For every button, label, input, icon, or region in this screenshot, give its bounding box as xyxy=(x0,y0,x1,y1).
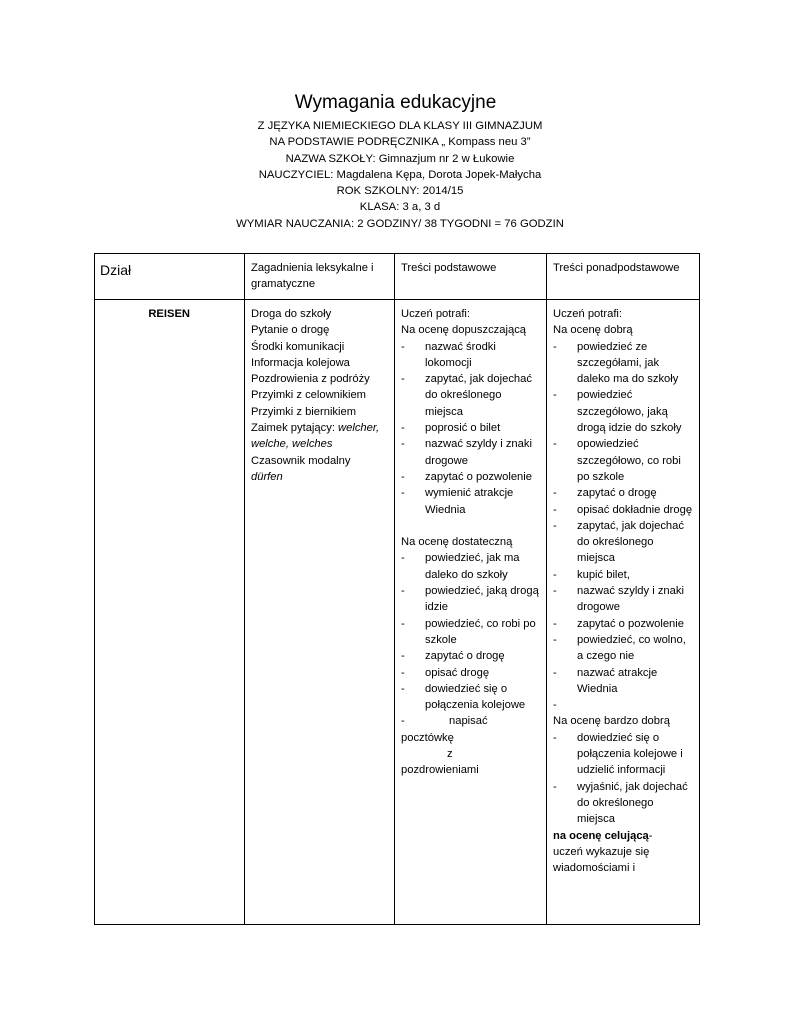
list-item-text: zapytać, jak dojechać do określonego miejsca xyxy=(425,373,532,418)
list-item xyxy=(553,485,693,501)
ponadpodstawowe-content xyxy=(547,300,699,876)
list-item-text: nazwać atrakcje Wiednia xyxy=(577,666,658,695)
table-header-row xyxy=(95,254,700,300)
list-dash: - xyxy=(401,340,405,353)
list-item: dürfen xyxy=(251,470,283,483)
list-dash: - xyxy=(401,617,405,630)
list-item-text: z xyxy=(447,748,453,761)
list-item-text: nazwać szyldy i znaki drogowe xyxy=(577,585,684,614)
list-item: Informacja kolejowa xyxy=(251,356,350,369)
list-dash: - xyxy=(401,585,405,598)
spacer xyxy=(401,518,540,534)
list-item xyxy=(401,436,540,469)
grade-heading-suffix: - xyxy=(648,829,653,842)
list-dash: - xyxy=(553,617,557,630)
list-item-postcard xyxy=(401,713,540,729)
zaimek-forms: welcher, welche, welches xyxy=(251,422,380,451)
list-dash: - xyxy=(401,715,405,728)
header-ponadpodstawowe: Treści ponadpodstawowe xyxy=(553,262,680,274)
cell-ponadpodstawowe xyxy=(547,300,700,925)
list-item xyxy=(401,648,540,664)
header-cell-zagadnienia xyxy=(245,254,395,300)
list-item xyxy=(553,779,693,828)
header-line-school: NAZWA SZKOŁY: Gimnazjum nr 2 w Łukowie xyxy=(285,152,515,165)
list-dash: - xyxy=(553,503,557,516)
list-item xyxy=(401,550,540,583)
list-dash: - xyxy=(401,682,405,695)
list-item xyxy=(401,339,540,372)
list-item-text: pocztówkę xyxy=(401,731,454,744)
list-item: Przyimki z celownikiem xyxy=(251,389,366,402)
list-item xyxy=(553,436,693,485)
list-item xyxy=(401,665,540,681)
header-line-textbook: NA PODSTAWIE PODRĘCZNIKA „ Kompass neu 3” xyxy=(269,136,531,149)
header-cell-ponadpodstawowe xyxy=(547,254,700,300)
list-dash: - xyxy=(553,780,557,793)
list-item xyxy=(401,583,540,616)
list-item-text: powiedzieć ze szczegółami, jak daleko ma do szkoły xyxy=(577,340,679,386)
section-name: REISEN xyxy=(148,308,190,320)
list-item xyxy=(401,371,540,420)
list-item-text: opowiedzieć szczegółowo, co robi po szkole xyxy=(577,438,681,483)
list-item-text: zapytać o drogę xyxy=(577,487,657,500)
header-dzial: Dział xyxy=(100,262,132,278)
list-item-text: poprosić o bilet xyxy=(425,422,501,435)
list-dash: - xyxy=(553,585,557,598)
header-line-class: KLASA: 3 a, 3 d xyxy=(359,201,441,214)
list-item-text: opisać drogę xyxy=(425,666,490,679)
list-item xyxy=(401,616,540,649)
list-dash: - xyxy=(401,470,405,483)
list-dash: - xyxy=(553,438,557,451)
grade-heading: Na ocenę bardzo dobrą xyxy=(553,715,670,728)
list-item xyxy=(553,616,693,632)
list-dash: - xyxy=(553,699,557,712)
list-item-text: kupić bilet, xyxy=(577,568,630,581)
list-item xyxy=(401,681,540,714)
document-title: Wymagania edukacyjne xyxy=(294,92,497,113)
list-dash: - xyxy=(401,650,405,663)
list-item-text: dowiedzieć się o połączenia kolejowe xyxy=(425,682,526,712)
list-item-text: zapytać o pozwolenie xyxy=(577,617,684,630)
intro-text: Uczeń potrafi: xyxy=(401,308,471,320)
list-item xyxy=(553,518,693,567)
intro-text: Uczeń potrafi: xyxy=(553,308,623,320)
list-item xyxy=(401,485,540,518)
list-item-text: powiedzieć, co wolno, a czego nie xyxy=(577,633,686,663)
list-item: Czasownik modalny xyxy=(251,454,351,467)
grade-heading-bold: na ocenę celującą xyxy=(553,829,649,842)
list-item-text: opisać dokładnie drogę xyxy=(577,503,693,516)
list-item xyxy=(553,583,693,616)
list-item xyxy=(553,665,693,698)
header-line-teacher: NAUCZYCIEL: Magdalena Kępa, Dorota Jopek-Małycha xyxy=(258,168,542,181)
list-dash: - xyxy=(553,340,557,353)
list-dash: - xyxy=(553,633,557,646)
list-dash: - xyxy=(401,487,405,500)
list-dash: - xyxy=(553,731,557,744)
list-item xyxy=(553,632,693,665)
header-line-subject: Z JĘZYKA NIEMIECKIEGO DLA KLASY III GIMNAZJUM xyxy=(257,120,543,132)
list-item-text: zapytać o pozwolenie xyxy=(425,470,532,483)
list-item-text: powiedzieć, co robi po szkole xyxy=(425,617,536,646)
list-item-text: zapytać, jak dojechać do określonego miejsca xyxy=(577,519,684,565)
list-dash: - xyxy=(401,373,405,386)
grade-heading: Na ocenę dostateczną xyxy=(401,536,513,549)
header-cell-podstawowe xyxy=(395,254,547,300)
table-row xyxy=(95,300,700,925)
list-item: Pytanie o drogę xyxy=(251,324,330,337)
list-item-text: nazwać środki lokomocji xyxy=(425,340,496,369)
list-item xyxy=(553,502,693,518)
list-item-text: wymienić atrakcje Wiednia xyxy=(425,487,514,516)
list-item xyxy=(553,339,693,388)
list-dash: - xyxy=(401,552,405,565)
cell-podstawowe xyxy=(395,300,547,925)
cell-zagadnienia xyxy=(245,300,395,925)
list-dash: - xyxy=(553,487,557,500)
list-item xyxy=(401,420,540,436)
grade-heading-celujaca xyxy=(553,828,693,844)
list-item: Środki komunikacji xyxy=(251,340,345,353)
header-cell-dzial xyxy=(95,254,245,300)
list-item: Przyimki z biernikiem xyxy=(251,405,357,418)
list-item-text: pozdrowieniami xyxy=(401,764,479,777)
list-item xyxy=(553,387,693,436)
list-dash: - xyxy=(553,568,557,581)
header-line-hours: WYMIAR NAUCZANIA: 2 GODZINY/ 38 TYGODNI = 76 GODZIN xyxy=(236,217,564,230)
list-dash: - xyxy=(401,438,405,451)
list-item-text: napisać xyxy=(449,715,488,728)
zaimek-label: Zaimek pytający: xyxy=(251,422,339,435)
list-dash: - xyxy=(553,389,557,402)
list-dash: - xyxy=(401,666,405,679)
list-item-text: wyjaśnić, jak dojechać do określonego miejsca xyxy=(577,780,688,826)
final-text: uczeń wykazuje się wiadomościami i xyxy=(553,845,650,875)
list-item-text: powiedzieć, jaką drogą idzie xyxy=(425,585,539,614)
cell-dzial xyxy=(95,300,245,925)
document-header xyxy=(0,118,791,232)
list-item-text: powiedzieć, jak ma daleko do szkoły xyxy=(425,552,520,581)
list-dash: - xyxy=(553,666,557,679)
list-item xyxy=(553,730,693,779)
podstawowe-content xyxy=(395,300,546,779)
list-item xyxy=(553,567,693,583)
list-dash: - xyxy=(401,422,405,435)
list-item-text: zapytać o drogę xyxy=(425,650,505,663)
grade-heading: Na ocenę dopuszczającą xyxy=(401,324,527,337)
list-item-text: powiedzieć szczegółowo, jaką drogą idzie do szkoły xyxy=(577,389,682,435)
header-zagadnienia: Zagadnienia leksykalne i gramatyczne xyxy=(251,262,374,291)
list-item-text: dowiedzieć się o połączenia kolejowe i udzielić informacji xyxy=(577,731,683,777)
list-dash: - xyxy=(553,519,557,532)
list-item xyxy=(401,469,540,485)
requirements-table xyxy=(94,253,700,925)
header-podstawowe: Treści podstawowe xyxy=(401,262,497,274)
grade-heading: Na ocenę dobrą xyxy=(553,324,633,337)
list-item: Droga do szkoły xyxy=(251,308,332,320)
list-item-zaimek xyxy=(251,420,388,453)
list-item-text: nazwać szyldy i znaki drogowe xyxy=(425,438,532,467)
zagadnienia-content xyxy=(245,300,394,485)
list-item: Pozdrowienia z podróży xyxy=(251,373,370,386)
header-line-school-year: ROK SZKOLNY: 2014/15 xyxy=(336,185,464,198)
